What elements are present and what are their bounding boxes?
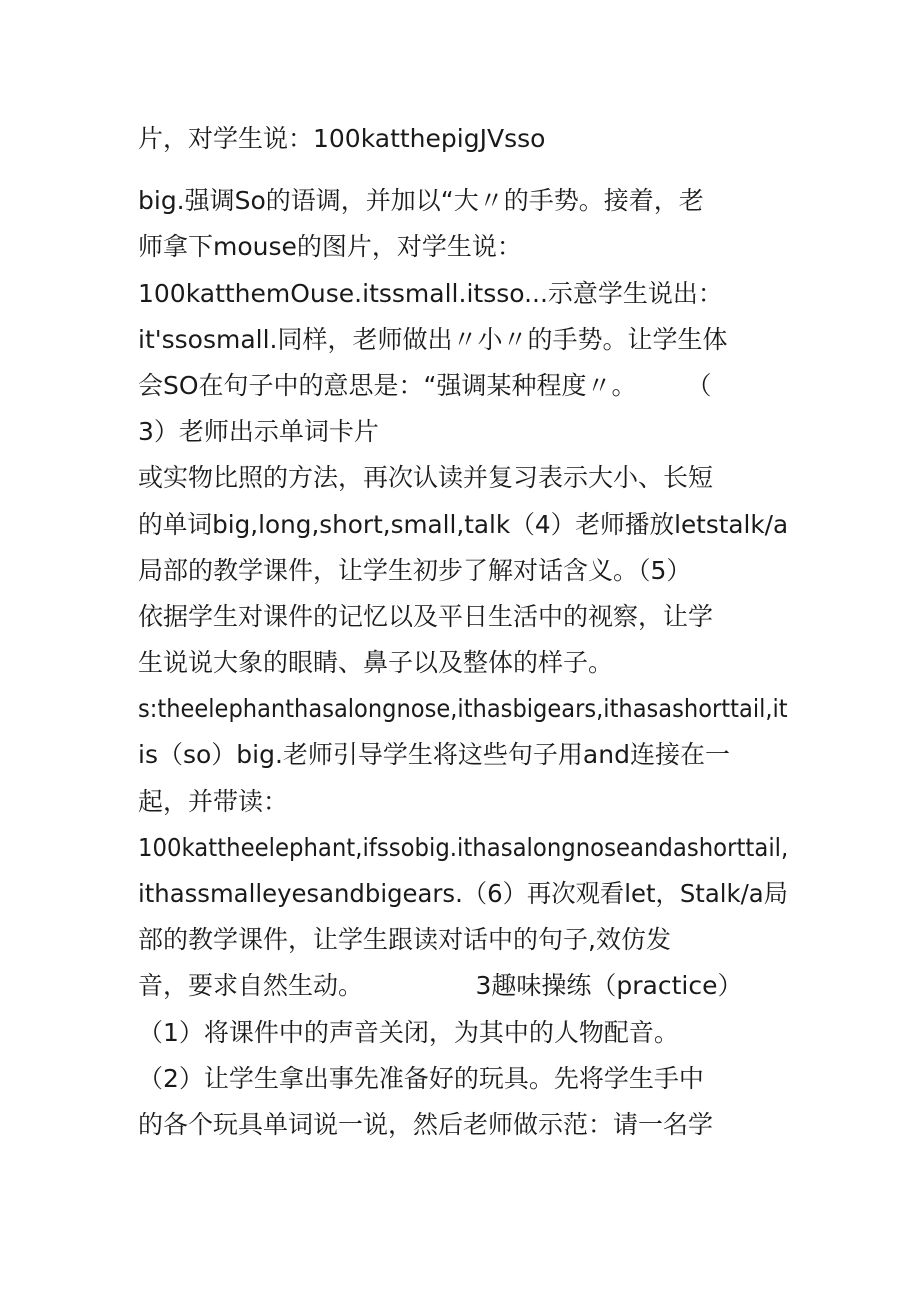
text-line: 音，要求自然生动。 3趣味操练（practice） bbox=[138, 971, 743, 1001]
text-line: 局部的教学课件，让学生初步了解对话含义。（5） bbox=[138, 555, 692, 585]
text-line: s:theelephanthasalongnose,ithasbigears,ithasashorttail,it bbox=[138, 694, 788, 724]
text-line: 生说说大象的眼睛、鼻子以及整体的样子。 bbox=[138, 648, 614, 678]
text-line: 100kattheelephant,ifssobig.ithasalongnoseandashorttail, bbox=[138, 832, 789, 862]
text-line: 100katthemOuse.itssmall.itsso...示意学生说出： bbox=[138, 278, 723, 308]
text-line: 的各个玩具单词说一说，然后老师做示范：请一名学 bbox=[138, 1109, 714, 1139]
text-line: （1）将课件中的声音关闭，为其中的人物配音。 bbox=[138, 1017, 679, 1047]
text-line: ithassmalleyesandbigears.（6）再次观看let，Stalk/a局 bbox=[138, 879, 789, 908]
text-line: 部的教学课件，让学生跟读对话中的句子,效仿发 bbox=[138, 925, 671, 955]
body-text bbox=[138, 116, 788, 1148]
text-line: 的单词big,long,short,small,talk（4）老师播放letstalk/a bbox=[138, 509, 789, 539]
text-line: 依据学生对课件的记忆以及平日生活中的视察，让学 bbox=[138, 601, 714, 631]
text-line: （2）让学生拿出事先准备好的玩具。先将学生手中 bbox=[138, 1063, 704, 1093]
text-line: it'ssosmall.同样，老师做出〃小〃的手势。让学生体 bbox=[138, 324, 728, 354]
text-line: 起，并带读： bbox=[138, 786, 289, 816]
text-line: 片，对学生说：100katthepigJVsso bbox=[138, 124, 546, 153]
text-line: 师拿下mouse的图片，对学生说： bbox=[138, 232, 522, 262]
text-line: big.强调So的语调，并加以“大〃的手势。接着，老 bbox=[138, 186, 704, 216]
text-line: 3）老师出示单词卡片 bbox=[138, 417, 379, 447]
text-line: is（so）big.老师引导学生将这些句子用and连接在一 bbox=[138, 740, 730, 770]
text-line: 或实物比照的方法，再次认读并复习表示大小、长短 bbox=[138, 463, 714, 493]
text-line: 会SO在句子中的意思是：“强调某种程度〃。 （ bbox=[138, 370, 712, 400]
